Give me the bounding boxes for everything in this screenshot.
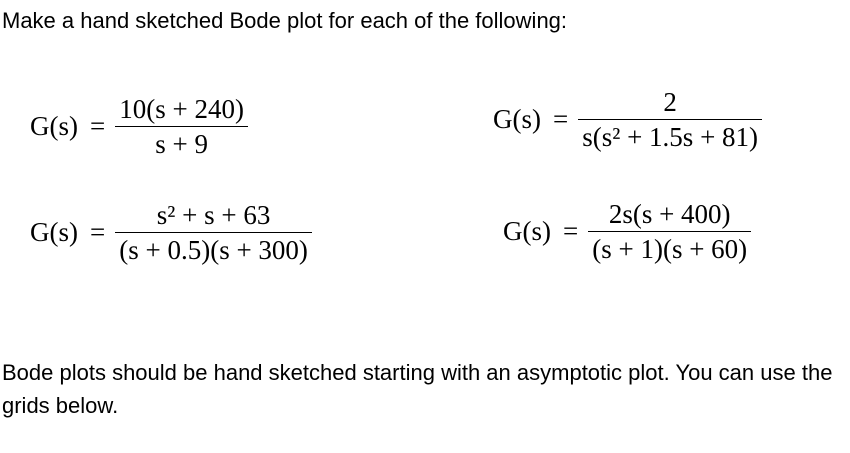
equation-2-denominator: s(s² + 1.5s + 81) [582, 122, 759, 152]
equation-3 [30, 198, 312, 267]
equation-4-fraction [588, 197, 751, 266]
equation-1-denominator: s + 9 [155, 129, 208, 159]
equation-3-fraction [115, 198, 312, 267]
equation-3-numerator: s² + s + 63 [156, 200, 271, 230]
equation-4-lhs: G(s) [503, 216, 551, 246]
equation-3-equals: = [90, 217, 106, 247]
equation-4-denominator: (s + 1)(s + 60) [592, 234, 748, 264]
equation-3-denominator: (s + 0.5)(s + 300) [119, 235, 308, 265]
equation-2-lhs: G(s) [493, 104, 541, 134]
equation-2-numerator: 2 [663, 87, 677, 117]
equation-1-numerator: 10(s + 240) [119, 94, 244, 124]
instructions-heading: Make a hand sketched Bode plot for each of the following: [2, 8, 568, 33]
equation-2-equals: = [553, 104, 569, 134]
equation-4 [503, 197, 751, 266]
equation-2 [493, 85, 762, 154]
equation-3-lhs: G(s) [30, 217, 78, 247]
equation-4-numerator: 2s(s + 400) [608, 199, 731, 229]
equation-1-fraction [115, 92, 248, 161]
instructions-footer: Bode plots should be hand sketched starting with an asymptotic plot. You can use the grids below. [2, 360, 833, 418]
equation-2-fraction [578, 85, 762, 154]
equation-1 [30, 92, 248, 161]
equation-1-equals: = [90, 111, 106, 141]
equation-4-equals: = [563, 216, 579, 246]
equation-1-lhs: G(s) [30, 111, 78, 141]
